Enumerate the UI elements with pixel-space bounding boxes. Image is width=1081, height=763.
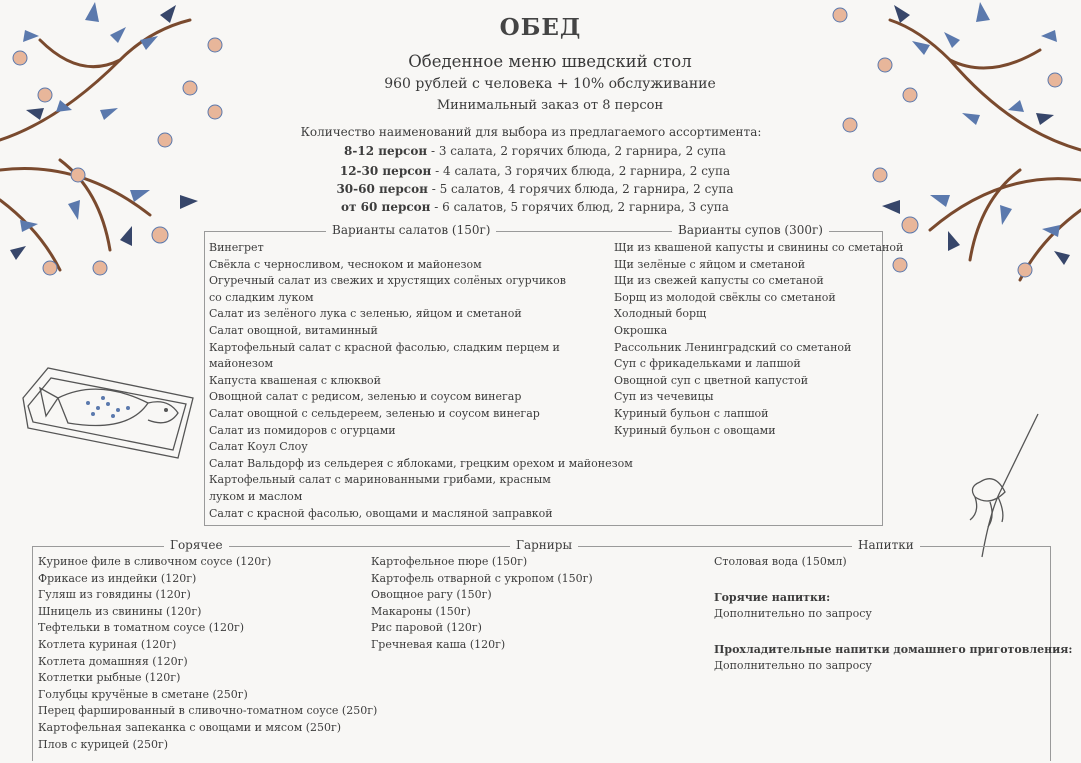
hot-title: Горячее	[164, 538, 229, 552]
hot-item: Гуляш из говядины (120г)	[38, 588, 191, 602]
soup-item: Куриный бульон с лапшой	[614, 406, 769, 420]
soup-item: Щи из свежей капусты со сметаной	[614, 274, 824, 288]
hot-item: Котлета домашняя (120г)	[38, 654, 188, 668]
soup-item: Суп из чечевицы	[614, 390, 714, 404]
garnish-item: Макароны (150г)	[371, 604, 471, 618]
quantity-persons: 12-30 персон	[339, 164, 432, 178]
soup-item: Суп с фрикадельками и лапшой	[614, 357, 801, 371]
quantity-items: - 5 салатов, 4 горячих блюда, 2 гарнира, 2 супа	[427, 182, 734, 196]
page-title: ОБЕД	[499, 14, 582, 41]
salad-item: Салат Вальдорф из сельдерея с яблоками, грецким орехом и майонезом	[209, 456, 633, 470]
fish-illustration	[18, 358, 198, 468]
garnish-item: Рис паровой (120г)	[371, 621, 482, 635]
salad-item: Салат овощной, витаминный	[209, 323, 378, 337]
hot-item: Перец фаршированный в сливочно-томатном соусе (250г)	[38, 704, 378, 718]
quantity-heading: Количество наименований для выбора из предлагаемого ассортимента:	[300, 125, 762, 139]
quantity-items: - 4 салата, 3 горячих блюда, 2 гарнира, 2 супа	[431, 164, 731, 178]
garnish-item: Картофельное пюре (150г)	[371, 555, 528, 568]
soup-item: Окрошка	[614, 323, 668, 337]
hot-item: Картофельная запеканка с овощами и мясом (250г)	[38, 720, 342, 734]
garnish-item: Овощное рагу (150г)	[371, 588, 492, 602]
soup-item: Борщ из молодой свёклы со сметаной	[614, 290, 836, 304]
home-drinks-heading: Прохладительные напитки домашнего приготовления:	[714, 642, 1073, 656]
salad-item: Капуста квашеная с клюквой	[209, 373, 381, 387]
salad-item: Салат овощной с сельдереем, зеленью и соусом винегар	[209, 406, 540, 420]
salad-item: Салат из зелёного лука с зеленью, яйцом и сметаной	[209, 307, 522, 321]
salad-item: Картофельный салат с красной фасолью, сладким перцем и майонезом	[209, 340, 560, 371]
garnish-list	[371, 554, 671, 654]
garnish-title: Гарниры	[510, 538, 578, 552]
minimum-order: Минимальный заказ от 8 персон	[436, 98, 664, 113]
hot-item: Куриное филе в сливочном соусе (120г)	[38, 555, 272, 568]
hot-item: Плов с курицей (250г)	[38, 737, 169, 751]
soups-title: Варианты супов (300г)	[672, 223, 829, 237]
quantity-persons: 30-60 персон	[336, 182, 428, 196]
hot-list	[38, 554, 378, 753]
salad-item: Салат с красной фасолью, овощами и масляной заправкой	[209, 506, 553, 520]
hot-drinks-note: Дополнительно по запросу	[714, 607, 872, 621]
drink-water: Столовая вода (150мл)	[714, 555, 847, 568]
salad-item: Огуречный салат из свежих и хрустящих солёных огурчиков со сладким луком	[209, 274, 566, 304]
quantity-items: - 6 салатов, 5 горячих блюд, 2 гарнира, 3 супа	[430, 200, 729, 214]
hot-item: Котлетки рыбные (120г)	[38, 671, 181, 685]
quantity-row	[0, 144, 1070, 158]
price-line: 960 рублей с человека + 10% обслуживание	[384, 76, 716, 92]
menu-subtitle: Обеденное меню шведский стол	[408, 52, 692, 71]
hot-item: Фрикасе из индейки (120г)	[38, 571, 197, 585]
hot-drinks-heading: Горячие напитки:	[714, 590, 831, 604]
soup-item: Рассольник Ленинградский со сметаной	[614, 340, 852, 354]
quantity-items: - 3 салата, 2 горячих блюда, 2 гарнира, 2 супа	[427, 144, 726, 158]
hot-item: Тефтельки в томатном соусе (120г)	[38, 621, 245, 635]
quantity-persons: 8-12 персон	[344, 144, 428, 158]
quantity-row	[0, 182, 1070, 196]
hot-item: Шницель из свинины (120г)	[38, 604, 202, 618]
hot-item: Котлета куриная (120г)	[38, 637, 177, 651]
home-drinks-note: Дополнительно по запросу	[714, 659, 872, 673]
drinks-title: Напитки	[852, 538, 920, 552]
quantity-row	[0, 200, 1070, 214]
salads-title: Варианты салатов (150г)	[326, 223, 496, 237]
soup-item: Щи из квашеной капусты и свинины со сметаной	[614, 241, 904, 254]
salad-item: Картофельный салат с маринованными грибами, красным луком и маслом	[209, 473, 551, 503]
salads-list	[209, 240, 633, 522]
soup-item: Холодный борщ	[614, 307, 707, 321]
salad-item: Овощной салат с редисом, зеленью и соусом винегар	[209, 390, 522, 404]
quantity-row	[0, 164, 1070, 178]
hot-item: Голубцы кручёные в сметане (250г)	[38, 687, 248, 701]
soup-item: Овощной суп с цветной капустой	[614, 373, 809, 387]
soup-item: Щи зелёные с яйцом и сметаной	[614, 257, 806, 271]
soup-item: Куриный бульон с овощами	[614, 423, 776, 437]
soups-list	[614, 240, 904, 439]
quantity-persons: от 60 персон	[341, 200, 431, 214]
salad-item: Винегрет	[209, 241, 264, 254]
garnish-item: Гречневая каша (120г)	[371, 637, 506, 651]
salad-item: Салат из помидоров с огурцами	[209, 423, 396, 437]
garnish-item: Картофель отварной с укропом (150г)	[371, 571, 593, 585]
drinks-list	[714, 554, 1073, 675]
salad-item: Салат Коул Слоу	[209, 440, 308, 454]
fork-illustration	[960, 412, 1040, 562]
salad-item: Свёкла с черносливом, чесноком и майонезом	[209, 257, 482, 271]
